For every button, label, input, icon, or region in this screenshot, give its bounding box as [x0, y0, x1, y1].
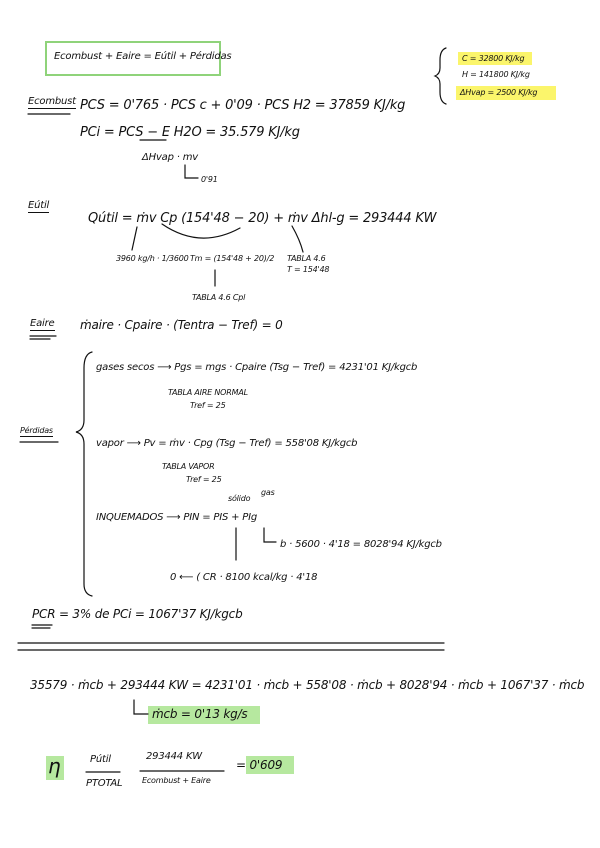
- eta-symbol: η: [48, 754, 61, 778]
- eff-lhs-den: PTOTAL: [86, 778, 123, 789]
- tabla-cp: TABLA 4.6 Cpl: [192, 293, 246, 302]
- vapor-tabla: TABLA VAPOR: [162, 462, 215, 471]
- solido-label: sólido: [228, 494, 251, 503]
- eff-lhs-num: Pútil: [90, 754, 111, 765]
- val-091: 0'91: [201, 175, 218, 184]
- mcb-result: ṁcb = 0'13 kg/s: [152, 707, 248, 721]
- pcr-equation: PCR = 3% de PCi = 1067'37 KJ/kgcb: [32, 607, 243, 621]
- section-eaire-label: Eaire: [30, 318, 55, 329]
- pig-equation: b · 5600 · 4'18 = 8028'94 KJ/kgcb: [280, 539, 442, 550]
- note-c: C = 32800 KJ/kg: [462, 54, 525, 63]
- tm-note: Tm = (154'48 + 20)/2: [190, 254, 275, 263]
- eutil-equation: Qútil = ṁv Cp (154'48 − 20) + ṁv Δhl-g = 293444 KW: [88, 211, 437, 226]
- pis-equation: 0 ⟵ ( CR · 8100 kcal/kg · 4'18: [170, 572, 318, 583]
- section-perdidas-label: Pérdidas: [20, 426, 53, 435]
- gas-label: gas: [261, 488, 275, 497]
- balance-equation: 35579 · ṁcb + 293444 KW = 4231'01 · ṁcb + 558'08 · ṁcb + 8028'94 · ṁcb + 1067'37 · ṁcb: [30, 678, 585, 692]
- section-eutil-label: Eútil: [28, 200, 50, 211]
- note-h: H = 141800 KJ/kg: [462, 70, 530, 79]
- gases-tref: Tref = 25: [190, 401, 226, 410]
- eff-rhs-num: 293444 KW: [146, 751, 202, 762]
- note-dhvap: ΔHvap = 2500 KJ/kg: [460, 88, 538, 97]
- title-equation: Ecombust + Eaire = Eútil + Pérdidas: [54, 51, 232, 62]
- pci-equation: PCi = PCS − E H2O = 35.579 KJ/kg: [80, 125, 300, 140]
- vapor-equation: vapor ⟶ Pv = ṁv · Cpg (Tsg − Tref) = 558'08 KJ/kgcb: [96, 438, 358, 449]
- tabla-t2: T = 154'48: [287, 265, 330, 274]
- dhvap-mv: ΔHvap · mv: [142, 152, 198, 163]
- eaire-equation: ṁaire · Cpaire · (Tentra − Tref) = 0: [80, 318, 283, 332]
- gases-tabla: TABLA AIRE NORMAL: [168, 388, 248, 397]
- mv-note: 3960 kg/h · 1/3600: [116, 254, 189, 263]
- inquemados-equation: INQUEMADOS ⟶ PIN = PIS + PIg: [96, 512, 258, 523]
- pcs-equation: PCS = 0'765 · PCS c + 0'09 · PCS H2 = 37859 KJ/kg: [80, 98, 406, 113]
- eff-rhs-den: Ecombust + Eaire: [142, 776, 211, 785]
- eff-result: = 0'609: [236, 758, 283, 772]
- section-ecombust-label: Ecombust: [28, 96, 76, 107]
- vapor-tref: Tref = 25: [186, 475, 222, 484]
- tabla-t1: TABLA 4.6: [287, 254, 326, 263]
- gases-equation: gases secos ⟶ Pgs = mgs · Cpaire (Tsg − Tref) = 4231'01 KJ/kgcb: [96, 362, 418, 373]
